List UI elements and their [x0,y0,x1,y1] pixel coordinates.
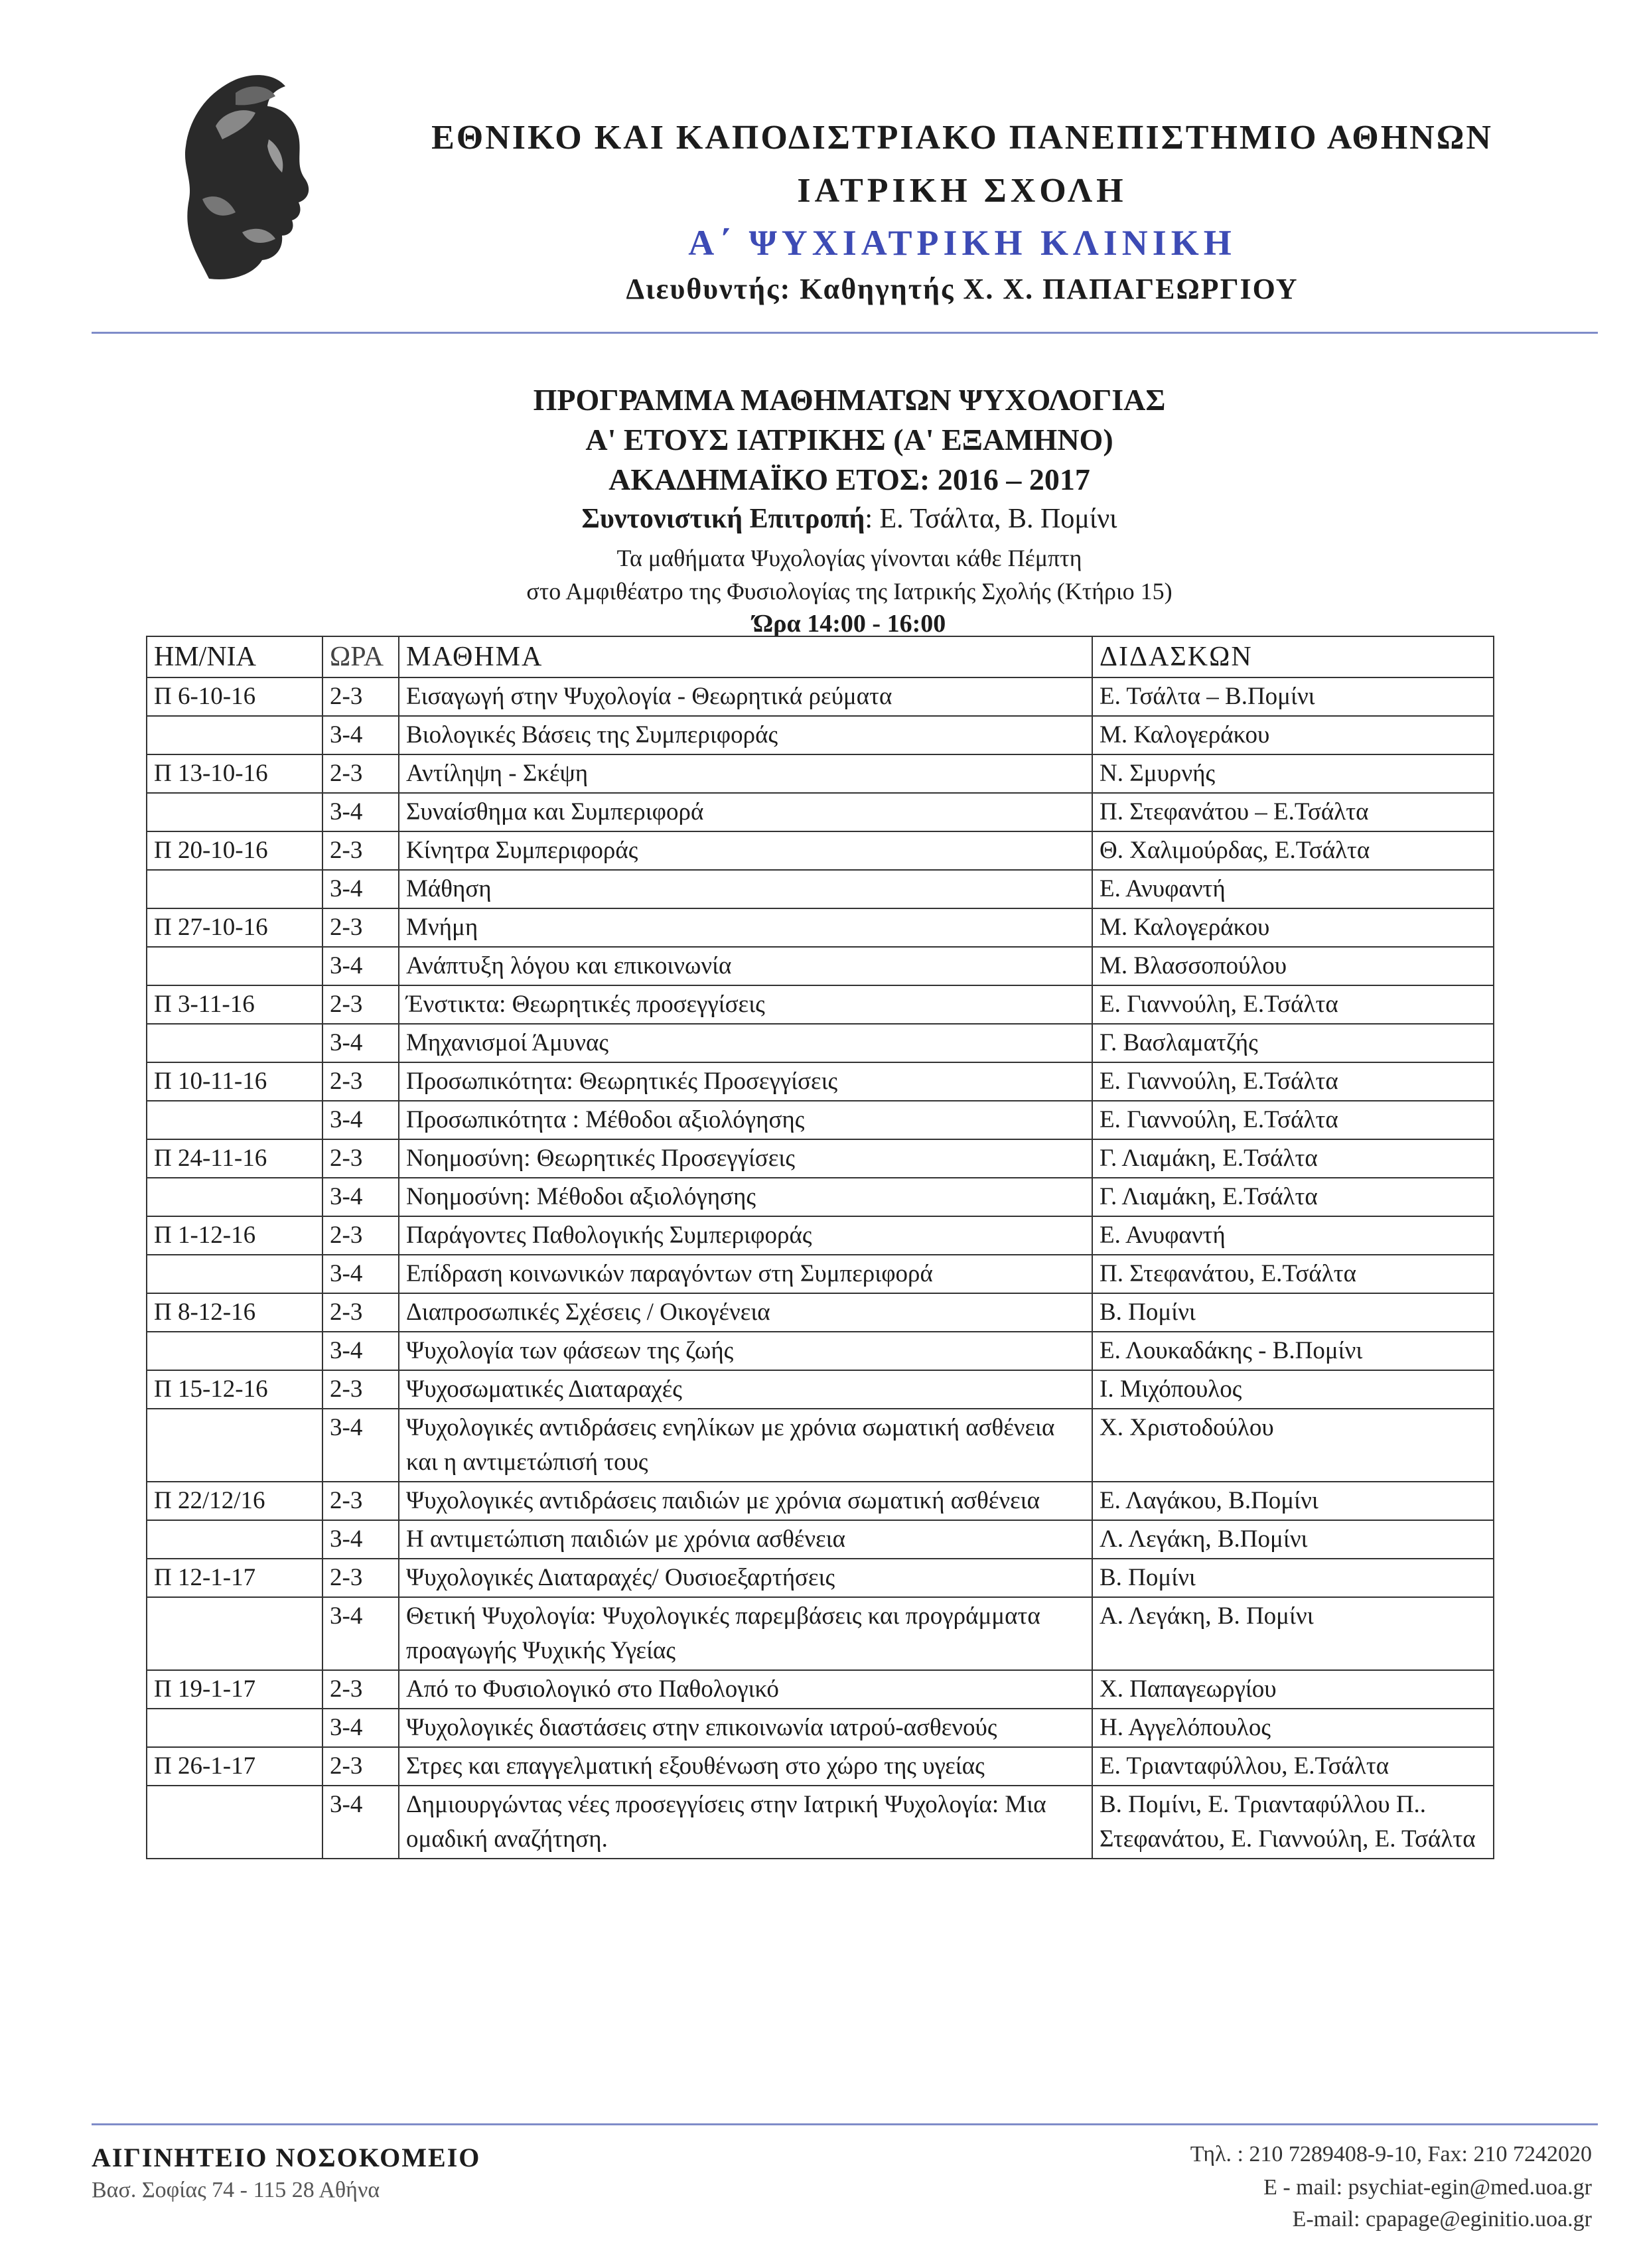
cell-date [147,1409,322,1482]
table-row [147,831,1494,870]
cell-hour: 3-4 [322,1520,399,1559]
header-teacher: ΔΙΔΑΣΚΩΝ [1092,636,1494,677]
schedule-time: Ώρα 14:00 - 16:00 [752,610,946,638]
cell-hour: 2-3 [322,1370,399,1409]
cell-teacher: Β. Πομίνι, Ε. Τριανταφύλλου Π.. Στεφανάτου, Ε. Γιαννούλη, Ε. Τσάλτα [1092,1786,1494,1859]
program-title: ΠΡΟΓΡΑΜΜΑ ΜΑΘΗΜΑΤΩΝ ΨΥΧΟΛΟΓΙΑΣ [533,383,1166,417]
cell-subject: Στρες και επαγγελματική εξουθένωση στο χώρο της υγείας [399,1747,1092,1786]
committee-names: : Ε. Τσάλτα, Β. Πομίνι [865,504,1117,534]
table-row [147,947,1494,985]
committee-line [153,503,1546,535]
hospital-address: Βασ. Σοφίας 74 - 115 28 Αθήνα [92,2178,380,2202]
table-row [147,1178,1494,1216]
cell-hour: 3-4 [322,716,399,754]
cell-teacher: Χ. Παπαγεωργίου [1092,1670,1494,1709]
cell-teacher: Ε. Ανυφαντή [1092,1216,1494,1255]
cell-date [147,947,322,985]
cell-hour: 2-3 [322,908,399,947]
cell-date [147,1024,322,1062]
cell-hour: 2-3 [322,1062,399,1101]
clinic-name: Α΄ ΨΥΧΙΑΤΡΙΚΗ ΚΛΙΝΙΚΗ [688,223,1236,263]
cell-teacher: Η. Αγγελόπουλος [1092,1709,1494,1747]
table-row [147,1520,1494,1559]
cell-hour: 3-4 [322,947,399,985]
table-row [147,908,1494,947]
cell-hour: 2-3 [322,1293,399,1332]
cell-date: Π 12-1-17 [147,1559,322,1597]
cell-hour: 2-3 [322,1482,399,1520]
cell-teacher: Ε. Τριανταφύλλου, Ε.Τσάλτα [1092,1747,1494,1786]
table-row [147,1370,1494,1409]
cell-teacher: Λ. Λεγάκη, Β.Πομίνι [1092,1520,1494,1559]
header-subject: ΜΑΘΗΜΑ [399,636,1092,677]
cell-subject: Ψυχολογία των φάσεων της ζωής [399,1332,1092,1370]
table-body [147,677,1494,1859]
university-logo-athena [169,66,322,285]
contact-phone: Τηλ. : 210 7289408-9-10, Fax: 210 7242020 [1190,2142,1592,2166]
cell-date [147,870,322,908]
table-row [147,870,1494,908]
schedule-note-location: στο Αμφιθέατρο της Φυσιολογίας της Ιατρικής Σχολής (Κτήριο 15) [526,578,1173,604]
committee-label: Συντονιστική Επιτροπή [581,504,865,534]
cell-subject: Ψυχολογικές αντιδράσεις ενηλίκων με χρόνια σωματική ασθένεια και η αντιμετώπισή τους [399,1409,1092,1482]
cell-teacher: Ε. Τσάλτα – Β.Πομίνι [1092,677,1494,716]
cell-hour: 3-4 [322,1409,399,1482]
header-hour: ΩΡΑ [322,636,399,677]
table-row [147,1709,1494,1747]
cell-teacher: Ε. Γιαννούλη, Ε.Τσάλτα [1092,1101,1494,1139]
cell-subject: Μηχανισμοί Άμυνας [399,1024,1092,1062]
cell-date [147,1101,322,1139]
table-row [147,985,1494,1024]
cell-date [147,1709,322,1747]
table-row [147,1559,1494,1597]
cell-subject: Νοημοσύνη: Μέθοδοι αξιολόγησης [399,1178,1092,1216]
cell-subject: Επίδραση κοινωνικών παραγόντων στη Συμπεριφορά [399,1255,1092,1293]
cell-subject: Ψυχολογικές Διαταραχές/ Ουσιοεξαρτήσεις [399,1559,1092,1597]
cell-date: Π 13-10-16 [147,754,322,793]
cell-hour: 2-3 [322,1139,399,1178]
cell-subject: Η αντιμετώπιση παιδιών με χρόνια ασθένεια [399,1520,1092,1559]
header-date: ΗΜ/ΝΙΑ [147,636,322,677]
cell-teacher: Θ. Χαλιμούρδας, Ε.Τσάλτα [1092,831,1494,870]
cell-teacher: Ε. Ανυφαντή [1092,870,1494,908]
cell-hour: 3-4 [322,1255,399,1293]
table-row [147,754,1494,793]
cell-date: Π 20-10-16 [147,831,322,870]
cell-teacher: Α. Λεγάκη, Β. Πομίνι [1092,1597,1494,1670]
cell-date [147,1786,322,1859]
cell-subject: Ψυχολογικές αντιδράσεις παιδιών με χρόνια σωματική ασθένεια [399,1482,1092,1520]
cell-teacher: Μ. Καλογεράκου [1092,908,1494,947]
cell-hour: 3-4 [322,1101,399,1139]
cell-teacher: Ι. Μιχόπουλος [1092,1370,1494,1409]
cell-date: Π 6-10-16 [147,677,322,716]
cell-date [147,1520,322,1559]
school-name: ΙΑΤΡΙΚΗ ΣΧΟΛΗ [797,172,1127,210]
table-row [147,1216,1494,1255]
schedule-note-day: Τα μαθήματα Ψυχολογίας γίνονται κάθε Πέμπτη [616,545,1082,571]
cell-teacher: Μ. Βλασσοπούλου [1092,947,1494,985]
cell-subject: Προσωπικότητα : Μέθοδοι αξιολόγησης [399,1101,1092,1139]
table-row [147,716,1494,754]
cell-subject: Ανάπτυξη λόγου και επικοινωνία [399,947,1092,985]
cell-teacher: Ε. Γιαννούλη, Ε.Τσάλτα [1092,1062,1494,1101]
cell-teacher: Χ. Χριστοδούλου [1092,1409,1494,1482]
cell-subject: Ψυχοσωματικές Διαταραχές [399,1370,1092,1409]
table-row [147,1101,1494,1139]
cell-date [147,1178,322,1216]
table-row [147,1139,1494,1178]
table-row [147,1293,1494,1332]
cell-teacher: Γ. Βασλαματζής [1092,1024,1494,1062]
cell-date: Π 26-1-17 [147,1747,322,1786]
cell-subject: Αντίληψη - Σκέψη [399,754,1092,793]
table-row [147,677,1494,716]
cell-subject: Ένστικτα: Θεωρητικές προσεγγίσεις [399,985,1092,1024]
cell-date: Π 8-12-16 [147,1293,322,1332]
table-row [147,1482,1494,1520]
table-row [147,1747,1494,1786]
cell-subject: Διαπροσωπικές Σχέσεις / Οικογένεια [399,1293,1092,1332]
cell-hour: 2-3 [322,1559,399,1597]
table-row [147,1062,1494,1101]
cell-date [147,1255,322,1293]
cell-subject: Συναίσθημα και Συμπεριφορά [399,793,1092,831]
cell-subject: Δημιουργώντας νέες προσεγγίσεις στην Ιατρική Ψυχολογία: Μια ομαδική αναζήτηση. [399,1786,1092,1859]
cell-subject: Παράγοντες Παθολογικής Συμπεριφοράς [399,1216,1092,1255]
table-row [147,1332,1494,1370]
cell-hour: 2-3 [322,1670,399,1709]
cell-hour: 3-4 [322,1024,399,1062]
university-name: ΕΘΝΙΚΟ ΚΑΙ ΚΑΠΟΔΙΣΤΡΙΑΚΟ ΠΑΝΕΠΙΣΤΗΜΙΟ ΑΘΗΝΩΝ [431,119,1493,157]
cell-teacher: Ε. Γιαννούλη, Ε.Τσάλτα [1092,985,1494,1024]
cell-hour: 3-4 [322,1178,399,1216]
cell-subject: Θετική Ψυχολογία: Ψυχολογικές παρεμβάσεις και προγράμματα προαγωγής Ψυχικής Υγείας [399,1597,1092,1670]
hospital-name: ΑΙΓΙΝΗΤΕΙΟ ΝΟΣΟΚΟΜΕΙΟ [92,2143,481,2172]
cell-date: Π 19-1-17 [147,1670,322,1709]
cell-hour: 2-3 [322,985,399,1024]
cell-subject: Κίνητρα Συμπεριφοράς [399,831,1092,870]
table-row [147,1786,1494,1859]
cell-hour: 2-3 [322,754,399,793]
schedule-table [146,636,1494,1859]
director-line: Διευθυντής: Καθηγητής Χ. Χ. ΠΑΠΑΓΕΩΡΓΙΟΥ [626,273,1299,305]
cell-teacher: Γ. Λιαμάκη, Ε.Τσάλτα [1092,1178,1494,1216]
cell-date [147,716,322,754]
cell-teacher: Β. Πομίνι [1092,1293,1494,1332]
program-year: Α' ΕΤΟΥΣ ΙΑΤΡΙΚΗΣ (Α' ΕΞΑΜΗΝΟ) [585,423,1113,457]
cell-date [147,1332,322,1370]
cell-hour: 3-4 [322,1786,399,1859]
table-row [147,1024,1494,1062]
cell-date: Π 15-12-16 [147,1370,322,1409]
cell-subject: Ψυχολογικές διαστάσεις στην επικοινωνία ιατρού-ασθενούς [399,1709,1092,1747]
cell-teacher: Ε. Λουκαδάκης - Β.Πομίνι [1092,1332,1494,1370]
cell-teacher: Π. Στεφανάτου – Ε.Τσάλτα [1092,793,1494,831]
cell-hour: 2-3 [322,677,399,716]
cell-subject: Εισαγωγή στην Ψυχολογία - Θεωρητικά ρεύματα [399,677,1092,716]
cell-date [147,1597,322,1670]
cell-hour: 3-4 [322,870,399,908]
cell-date: Π 22/12/16 [147,1482,322,1520]
cell-hour: 3-4 [322,1597,399,1670]
cell-date: Π 27-10-16 [147,908,322,947]
cell-teacher: Ν. Σμυρνής [1092,754,1494,793]
cell-date: Π 10-11-16 [147,1062,322,1101]
table-row [147,1597,1494,1670]
cell-teacher: Ε. Λαγάκου, Β.Πομίνι [1092,1482,1494,1520]
header-divider [92,332,1598,334]
contact-email-1: E - mail: psychiat-egin@med.uoa.gr [1263,2175,1592,2200]
cell-hour: 3-4 [322,1332,399,1370]
cell-date: Π 3-11-16 [147,985,322,1024]
table-header-row [147,636,1494,677]
cell-date: Π 1-12-16 [147,1216,322,1255]
cell-hour: 2-3 [322,1747,399,1786]
footer-divider [92,2123,1598,2125]
cell-date: Π 24-11-16 [147,1139,322,1178]
academic-year: ΑΚΑΔΗΜΑΪΚΟ ΕΤΟΣ: 2016 – 2017 [608,462,1090,496]
cell-hour: 3-4 [322,1709,399,1747]
cell-subject: Προσωπικότητα: Θεωρητικές Προσεγγίσεις [399,1062,1092,1101]
cell-teacher: Π. Στεφανάτου, Ε.Τσάλτα [1092,1255,1494,1293]
cell-teacher: Β. Πομίνι [1092,1559,1494,1597]
cell-date [147,793,322,831]
cell-subject: Νοημοσύνη: Θεωρητικές Προσεγγίσεις [399,1139,1092,1178]
table-row [147,1255,1494,1293]
table-row [147,1409,1494,1482]
cell-teacher: Μ. Καλογεράκου [1092,716,1494,754]
table-row [147,793,1494,831]
cell-subject: Από το Φυσιολογικό στο Παθολογικό [399,1670,1092,1709]
table-row [147,1670,1494,1709]
cell-hour: 3-4 [322,793,399,831]
cell-hour: 2-3 [322,831,399,870]
cell-subject: Μνήμη [399,908,1092,947]
cell-hour: 2-3 [322,1216,399,1255]
cell-teacher: Γ. Λιαμάκη, Ε.Τσάλτα [1092,1139,1494,1178]
cell-subject: Μάθηση [399,870,1092,908]
cell-subject: Βιολογικές Βάσεις της Συμπεριφοράς [399,716,1092,754]
contact-email-2: E-mail: cpapage@eginitio.uoa.gr [1292,2207,1592,2232]
